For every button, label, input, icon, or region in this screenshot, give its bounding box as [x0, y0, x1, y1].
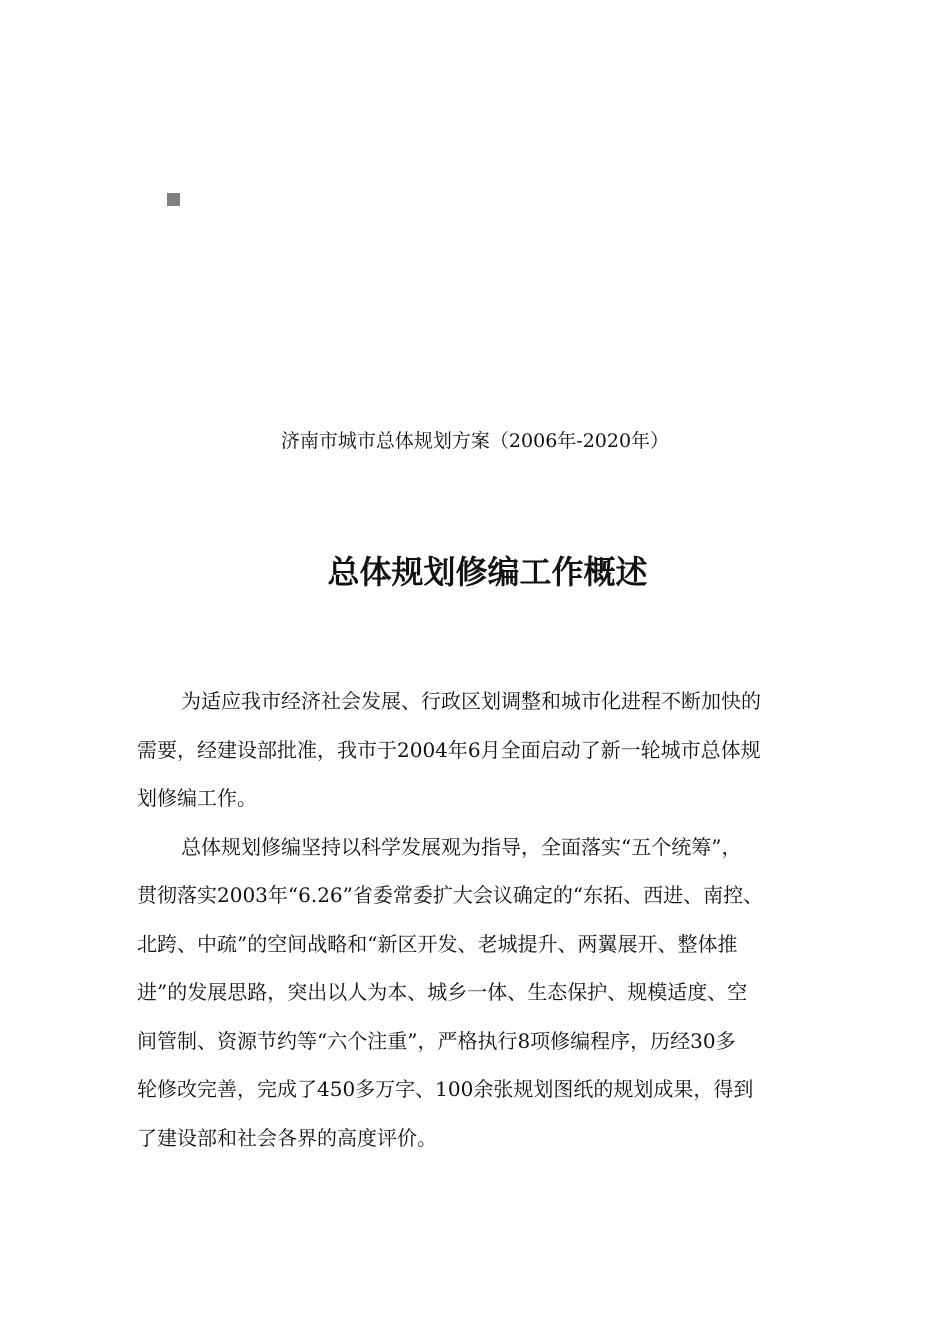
paragraph-line: 为适应我市经济社会发展、行政区划调整和城市化进程不断加快的: [181, 689, 761, 713]
paragraph-line: 总体规划修编坚持以科学发展观为指导，全面落实“五个统筹”，: [181, 834, 742, 859]
paragraph-line: 了建设部和社会各界的高度评价。: [137, 1125, 437, 1150]
paragraph-line: 进”的发展思路，突出以人为本、城乡一体、生态保护、规模适度、空: [137, 980, 748, 1004]
paragraph-line: 北跨、中疏”的空间战略和“新区开发、老城提升、两翼展开、整体推: [137, 931, 738, 956]
paragraph-2: [137, 829, 857, 1169]
paragraph-line: 需要，经建设部批准，我市于2004年6月全面启动了新一轮城市总体规: [137, 737, 761, 762]
paragraph-line: 划修编工作。: [137, 786, 257, 810]
document-title: 济南市城市总体规划方案（2006年-2020年）: [280, 430, 670, 452]
paragraph-line: 间管制、资源节约等“六个注重”，严格执行8项修编程序，历经30多: [137, 1028, 736, 1053]
paragraph-1: [137, 683, 857, 829]
paragraph-line: 贯彻落实2003年“6.26”省委常委扩大会议确定的“东拓、西进、南控、: [137, 883, 764, 907]
document-body: [137, 683, 857, 1168]
square-bullet-icon: [167, 193, 180, 206]
paragraph-line: 轮修改完善，完成了450多万字、100余张规划图纸的规划成果，得到: [137, 1077, 754, 1101]
section-heading: 总体规划修编工作概述: [327, 553, 648, 591]
